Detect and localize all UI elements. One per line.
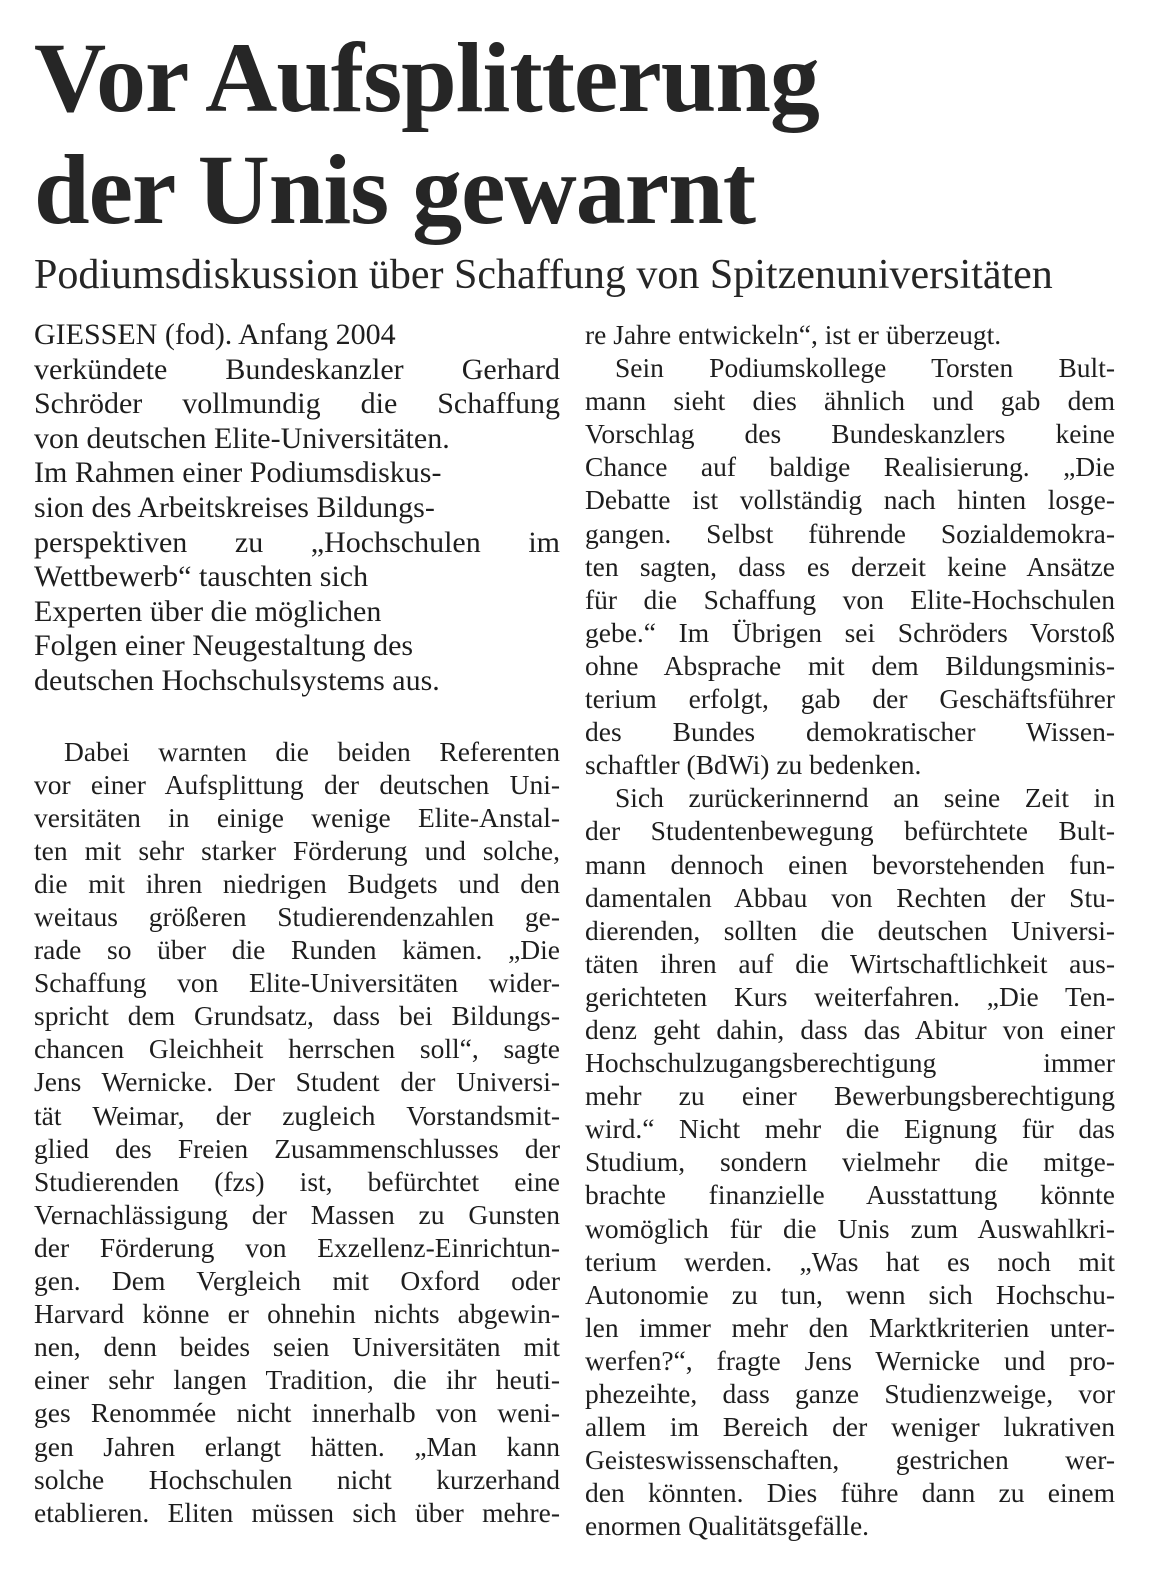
body-line: gangen. Selbst führende Sozialdemokra- (585, 517, 1115, 549)
body-line: mehr zu einer Bewerbungsberechtigung (585, 1080, 1115, 1112)
body-line: chancen Gleichheit herrschen soll“, sagte (34, 1033, 560, 1065)
headline (34, 22, 1144, 246)
body-paragraph (585, 318, 1115, 351)
body-line: Geisteswissenschaften, gestrichen wer- (585, 1444, 1115, 1476)
body-line: terium erfolgt, gab der Geschäftsführer (585, 683, 1115, 715)
right-column (585, 318, 1115, 1542)
body-line: Studierenden (fzs) ist, befürchtet eine (34, 1165, 560, 1197)
body-line: die mit ihren niedrigen Budgets und den (34, 867, 560, 899)
body-line: phezeihte, dass ganze Studienzweige, vor (585, 1378, 1115, 1409)
body-line: terium werden. „Was hat es noch mit (585, 1245, 1115, 1277)
body-line: mann dennoch einen bevorstehenden fun- (585, 848, 1115, 880)
body-line: glied des Freien Zusammenschlusses der (34, 1132, 560, 1164)
body-line: gen. Dem Vergleich mit Oxford oder (34, 1265, 560, 1297)
body-paragraph (585, 351, 1115, 781)
body-line: ten sagten, dass es derzeit keine Ansätze (585, 550, 1115, 582)
body-line: schaftler (BdWi) zu bedenken. (585, 749, 922, 781)
body-line: spricht dem Grundsatz, dass bei Bildungs- (34, 1000, 560, 1032)
body-line: womöglich für die Unis zum Auswahlkri- (585, 1212, 1115, 1244)
lead-line: Im Rahmen einer Podiumsdiskus- (34, 456, 442, 490)
left-column (34, 318, 560, 1529)
body-line: gen Jahren erlangt hätten. „Man kann (34, 1430, 560, 1462)
body-line: gebe.“ Im Übrigen sei Schröders Vorstoß (585, 616, 1115, 648)
body-line: solche Hochschulen nicht kurzerhand (34, 1463, 560, 1495)
body-line: Studium, sondern vielmehr die mitge- (585, 1146, 1115, 1178)
body-line: damentalen Abbau von Rechten der Stu- (585, 881, 1115, 913)
body-line: Dabei warnten die beiden Referenten (64, 735, 560, 767)
body-line: versitäten in einige wenige Elite-Anstal- (34, 801, 560, 833)
body-line: täten ihren auf die Wirtschaftlichkeit aus- (585, 947, 1115, 979)
body-line: Sich zurückerinnernd an seine Zeit in (615, 782, 1115, 814)
body-line: Harvard könne er ohnehin nichts abgewin- (34, 1298, 560, 1330)
subheadline: Podiumsdiskussion über Schaffung von Spitzenuniversitäten (34, 252, 1053, 298)
lead-line: Schröder vollmundig die Schaffung (34, 387, 560, 421)
headline-line: Vor Aufsplitterung (34, 22, 819, 133)
lead-line: sion des Arbeitskreises Bildungs- (34, 490, 435, 524)
body-line: der Förderung von Exzellenz-Einrichtun- (34, 1231, 560, 1263)
body-line: denz geht dahin, dass das Abitur von einer (585, 1013, 1115, 1045)
body-line: für die Schaffung von Elite-Hochschulen (585, 583, 1115, 615)
body-line: Sein Podiumskollege Torsten Bult- (615, 352, 1115, 384)
lead-line: von deutschen Elite-Universitäten. (34, 421, 450, 455)
body-line: nen, denn beides seien Universitäten mit (34, 1331, 560, 1363)
body-paragraph (585, 781, 1115, 1542)
body-line: ten mit sehr starker Förderung und solche, (34, 834, 560, 866)
lead-paragraph (34, 318, 560, 699)
body-line: Chance auf baldige Realisierung. „Die (585, 451, 1115, 483)
lead-line: perspektiven zu „Hochschulen im (34, 525, 560, 559)
body-line: einer sehr langen Tradition, die ihr heuti- (34, 1364, 560, 1396)
body-line: enormen Qualitätsgefälle. (585, 1510, 870, 1542)
lead-line: Wettbewerb“ tauschten sich (34, 560, 369, 594)
body-line: Hochschulzugangsberechtigung immer (585, 1047, 1115, 1079)
headline-line: der Unis gewarnt (34, 134, 756, 245)
body-line: den könnten. Dies führe dann zu einem (585, 1477, 1115, 1509)
body-line: Vernachlässigung der Massen zu Gunsten (34, 1198, 560, 1230)
body-line: des Bundes demokratischer Wissen- (585, 716, 1115, 748)
body-line: ohne Absprache mit dem Bildungsminis- (585, 649, 1115, 681)
body-line: Autonomie zu tun, wenn sich Hochschu- (585, 1278, 1115, 1310)
lead-line: Experten über die möglichen (34, 594, 382, 628)
lead-line: GIESSEN (fod). Anfang 2004 (34, 318, 396, 351)
body-line: werfen?“, fragte Jens Wernicke und pro- (585, 1344, 1115, 1376)
lead-line: deutschen Hochschulsystems aus. (34, 663, 440, 697)
lead-line: verkündete Bundeskanzler Gerhard (34, 352, 560, 386)
body-line: gerichteten Kurs weiterfahren. „Die Ten- (585, 980, 1115, 1012)
body-line: allem im Bereich der weniger lukrativen (585, 1411, 1115, 1443)
body-line: mann sieht dies ähnlich und gab dem (585, 385, 1115, 417)
body-line: Schaffung von Elite-Universitäten wider- (34, 967, 560, 999)
body-line: re Jahre entwickeln“, ist er überzeugt. (585, 319, 1002, 350)
body-paragraph (34, 735, 560, 1529)
body-line: len immer mehr den Marktkriterien unter- (585, 1311, 1115, 1343)
body-line: dierenden, sollten die deutschen Universi- (585, 914, 1115, 946)
body-line: brachte finanzielle Ausstattung könnte (585, 1179, 1115, 1211)
body-line: rade so über die Runden kämen. „Die (34, 934, 560, 966)
body-line: weitaus größeren Studierendenzahlen ge- (34, 901, 560, 932)
body-line: vor einer Aufsplittung der deutschen Uni- (34, 768, 560, 800)
body-line: der Studentenbewegung befürchtete Bult- (585, 815, 1115, 847)
lead-line: Folgen einer Neugestaltung des (34, 629, 414, 663)
body-line: etablieren. Eliten müssen sich über mehre- (34, 1496, 560, 1528)
body-line: Vorschlag des Bundeskanzlers keine (585, 418, 1115, 450)
body-line: Jens Wernicke. Der Student der Universi- (34, 1066, 560, 1098)
body-line: Debatte ist vollständig nach hinten losge- (585, 484, 1115, 516)
body-line: ges Renommée nicht innerhalb von weni- (34, 1397, 560, 1429)
body-line: tät Weimar, der zugleich Vorstandsmit- (34, 1099, 560, 1131)
body-line: wird.“ Nicht mehr die Eignung für das (585, 1113, 1115, 1145)
